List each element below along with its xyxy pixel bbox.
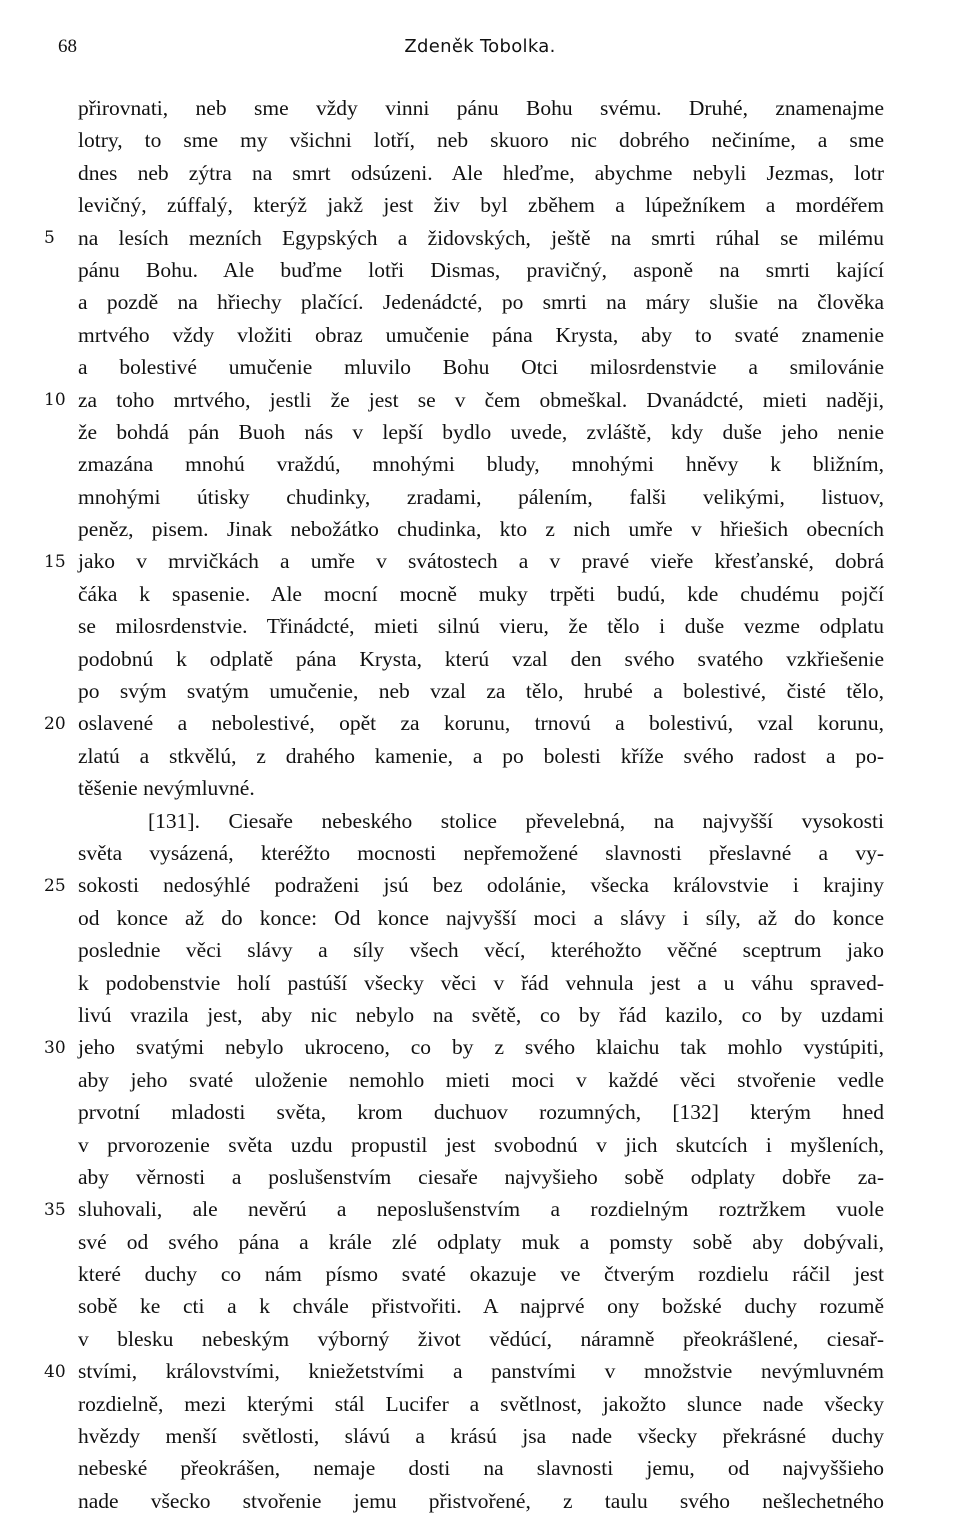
text-line: těšenie nevýmluvné. [78, 776, 255, 801]
text-line: zlatú a stkvělú, z drahého kamenie, a po bolesti kříže svého radost a po- [78, 743, 884, 768]
line-number: 40 [44, 1361, 66, 1382]
text-line: peněz, pisem. Jinak nebožátko chudinka, kto z nich umře v hřiešich obecních [78, 517, 884, 542]
line-number: 5 [44, 227, 55, 248]
line-number: 15 [44, 551, 66, 572]
text-line: podobnú k odplatě pána Krysta, kterú vzal den svého svatého vzkřiešenie [78, 646, 884, 671]
text-line: [131]. Ciesaře nebeského stolice převelebná, na najvyšší vysokosti [148, 808, 884, 833]
text-line: lotry, to sme my všichni lotří, neb skuoro nic dobrého nečiníme, a sme [78, 128, 884, 153]
text-line: livú vrazila jest, aby nic nebylo na světě, co by řád kazilo, co by uzdami [78, 1002, 884, 1027]
running-head: Zdeněk Tobolka. [404, 36, 556, 57]
text-line: sokosti nedosýhlé podraženi jsú bez odolánie, všecka královstvie i krajiny [78, 873, 884, 898]
text-line: nade všecko stvořenie jemu přistvořené, z taulu svého nešlechetného [78, 1488, 884, 1513]
text-line: za toho mrtvého, jestli že jest se v čem obmeškal. Dvanádcté, mieti naději, [78, 387, 884, 412]
text-line: a bolestivé umučenie mluvilo Bohu Otci milosrdenstvie a smilovánie [78, 355, 884, 380]
text-line: čáka k spasenie. Ale mocní mocně muky trpěti budú, kde chudému pojčí [78, 581, 884, 606]
text-line: aby jeho svaté uloženie nemohlo mieti moci v každé věci stvořenie vedle [78, 1067, 884, 1092]
text-line: stvími, královstvími, kniežetstvími a panstvími v množstvie nevýmluvném [78, 1359, 884, 1384]
text-line: mnohými útisky chudinky, zradami, pálením, falši velikými, listuov, [78, 484, 884, 509]
text-line: od konce až do konce: Od konce najvyšší moci a slávy i síly, až do konce [78, 905, 884, 930]
text-line: levičný, zúffalý, kterýž jakž jest živ byl zběhem a lúpežníkem a mordéřem [78, 193, 884, 218]
line-number: 25 [44, 875, 66, 896]
text-line: které duchy co nám písmo svaté okazuje ve čtverým rozdielu ráčil jest [78, 1262, 884, 1287]
line-number: 10 [44, 389, 66, 410]
line-number: 30 [44, 1037, 66, 1058]
text-line: v blesku nebeským výborný život vědúcí, náramně přeokrášlené, ciesař- [78, 1326, 884, 1351]
text-line: sobě ke cti a k chvále přistvořiti. A najprvé ony božské duchy rozumě [78, 1294, 884, 1319]
text-block [78, 92, 884, 1517]
text-line: přirovnati, neb sme vždy vinni pánu Bohu svému. Druhé, znamenajme [78, 96, 884, 120]
text-line: rozdielně, mezi kterými stál Lucifer a světlnost, jakožto slunce nade všecky [78, 1391, 884, 1416]
text-line: dnes neb zýtra na smrt odsúzeni. Ale hleďme, abychme nebyli Jezmas, lotr [78, 160, 884, 185]
text-line: že bohdá pán Buoh nás v lepší bydlo uvede, zvláště, kdy duše jeho nenie [78, 419, 884, 444]
text-line: pánu Bohu. Ale buďme lotři Dismas, pravičný, asponě na smrti kající [78, 257, 884, 282]
line-number: 20 [44, 713, 66, 734]
text-line: a pozdě na hřiechy plačící. Jedenádcté, po smrti na máry slušie na člověka [78, 290, 884, 315]
line-number: 35 [44, 1199, 66, 1220]
text-line: nebeské přeokrášen, nemaje dosti na slavnosti jemu, od najvyššieho [78, 1456, 884, 1481]
text-line: světa vysázená, kteréžto mocnosti nepřemožené slavnosti přeslavné a vy- [78, 840, 884, 865]
text-line: oslavené a nebolestivé, opět za korunu, trnovú a bolestivú, vzal korunu, [78, 711, 884, 736]
text-line: sluhovali, ale nevěrú a neposlušenstvím a rozdielným roztržkem vuole [78, 1197, 884, 1222]
text-line: jako v mrvičkách a umře v svátostech a v pravé vieře křesťanské, dobrá [78, 549, 884, 574]
text-line: své od svého pána a krále zlé odplaty muk a pomsty sobě aby dobývali, [78, 1229, 884, 1254]
text-line: na lesích mezních Egypských a židovských, ještě na smrti rúhal se milému [78, 225, 884, 250]
text-line: v prvorozenie světa uzdu propustil jest svobodnú v jich skutcích i myšleních, [78, 1132, 884, 1157]
text-line: k podobenstvie holí pastúší všecky věci v řád vehnula jest a u váhu spraved- [78, 970, 884, 995]
text-line: zmazána mnohú vraždú, mnohými bludy, mnohými hněvy k bližním, [78, 452, 884, 477]
text-line: se milosrdenstvie. Třinádcté, mieti silnú vieru, že tělo i duše vezme odplatu [78, 614, 884, 639]
text-line: mrtvého vždy vložiti obraz umučenie pána Krysta, aby to svaté znamenie [78, 322, 884, 347]
page-number: 68 [58, 36, 77, 57]
text-line: prvotní mladosti světa, krom duchuov rozumných, [132] kterým hned [78, 1100, 884, 1125]
text-line: jeho svatými nebylo ukroceno, co by z svého klaichu tak mohlo vystúpiti, [78, 1035, 884, 1060]
text-line: aby věrnosti a poslušenstvím ciesaře najvyšieho sobě odplaty dobře za- [78, 1164, 884, 1189]
text-line: poslednie věci slávy a síly všech věcí, kteréhožto věčné sceptrum jako [78, 938, 884, 963]
text-line: po svým svatým umučenie, neb vzal za tělo, hrubé a bolestivé, čisté tělo, [78, 679, 884, 704]
text-line: hvězdy menší světlosti, slávú a krású jsa nade všecky překrásné duchy [78, 1424, 884, 1449]
